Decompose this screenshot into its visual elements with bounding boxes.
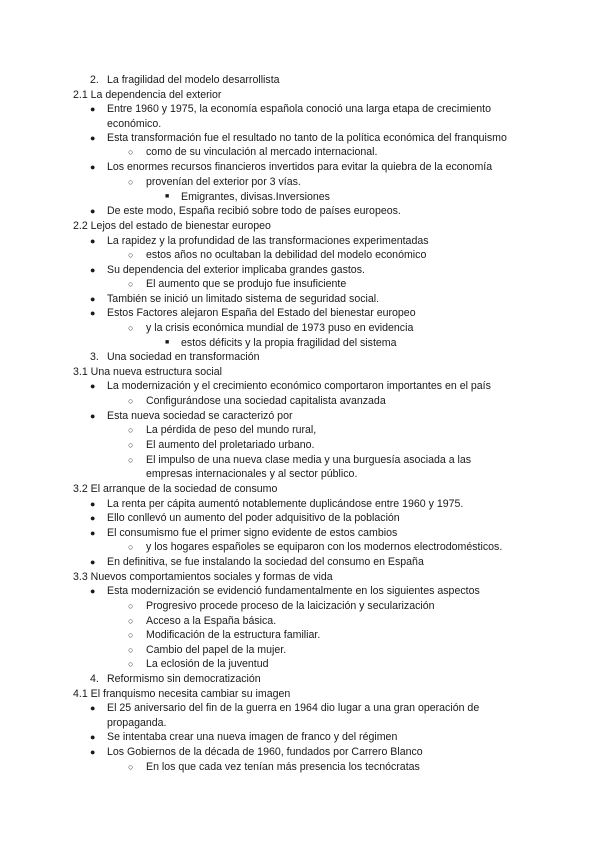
list-marker: ● bbox=[90, 294, 96, 304]
line-text: 4.1 El franquismo necesita cambiar su imagen bbox=[73, 688, 291, 700]
list-marker: 3. bbox=[90, 351, 99, 363]
list-marker: ○ bbox=[128, 396, 134, 406]
list-marker: ○ bbox=[128, 762, 134, 772]
line-text: Acceso a la España básica. bbox=[146, 615, 277, 627]
line-text: El aumento que se produjo fue insuficiente bbox=[146, 278, 347, 290]
line-text: Su dependencia del exterior implicaba grandes gastos. bbox=[107, 264, 365, 276]
line-text: En los que cada vez tenían más presencia los tecnócratas bbox=[146, 761, 420, 773]
line-text: El 25 aniversario del fin de la guerra en 1964 dio lugar a una gran operación de bbox=[107, 702, 480, 714]
list-marker: ■ bbox=[165, 339, 170, 346]
list-marker: ● bbox=[90, 265, 96, 275]
list-marker: ○ bbox=[128, 279, 134, 289]
list-marker: ● bbox=[90, 104, 96, 114]
list-marker: ● bbox=[90, 308, 96, 318]
line-text: Progresivo procede proceso de la laicización y secularización bbox=[146, 600, 435, 612]
list-marker: ○ bbox=[128, 616, 134, 626]
list-marker: ● bbox=[90, 586, 96, 596]
list-marker: ○ bbox=[128, 425, 134, 435]
list-marker: ● bbox=[90, 513, 96, 523]
list-marker: ○ bbox=[128, 440, 134, 450]
list-marker: ● bbox=[90, 703, 96, 713]
line-text: El consumismo fue el primer signo evidente de estos cambios bbox=[107, 527, 398, 539]
list-marker: 4. bbox=[90, 673, 99, 685]
line-text: Estos Factores alejaron España del Estado del bienestar europeo bbox=[107, 307, 416, 319]
line-text: y la crisis económica mundial de 1973 puso en evidencia bbox=[146, 322, 414, 334]
line-text: De este modo, España recibió sobre todo de países europeos. bbox=[107, 205, 401, 217]
line-text: La modernización y el crecimiento económico comportaron importantes en el país bbox=[107, 380, 491, 392]
list-marker: ○ bbox=[128, 250, 134, 260]
line-text: Emigrantes, divisas.Inversiones bbox=[181, 191, 330, 203]
line-text: Modificación de la estructura familiar. bbox=[146, 629, 321, 641]
list-marker: ● bbox=[90, 732, 96, 742]
list-marker: ○ bbox=[128, 630, 134, 640]
line-text: La renta per cápita aumentó notablemente duplicándose entre 1960 y 1975. bbox=[107, 498, 464, 510]
list-marker: ● bbox=[90, 133, 96, 143]
line-text: como de su vinculación al mercado internacional. bbox=[146, 146, 378, 158]
list-marker: ○ bbox=[128, 455, 134, 465]
list-marker: ● bbox=[90, 747, 96, 757]
list-marker: ● bbox=[90, 206, 96, 216]
list-marker: ● bbox=[90, 236, 96, 246]
list-marker: ● bbox=[90, 528, 96, 538]
list-marker: ○ bbox=[128, 147, 134, 157]
line-text: Configurándose una sociedad capitalista avanzada bbox=[146, 395, 386, 407]
list-marker: ● bbox=[90, 411, 96, 421]
line-text: 2.1 La dependencia del exterior bbox=[73, 89, 222, 101]
line-text: Reformismo sin democratización bbox=[107, 673, 261, 685]
list-marker: 2. bbox=[90, 74, 99, 86]
line-text: Los Gobiernos de la década de 1960, fundados por Carrero Blanco bbox=[107, 746, 423, 758]
list-marker: ■ bbox=[165, 193, 170, 200]
line-text: Se intentaba crear una nueva imagen de franco y del régimen bbox=[107, 731, 398, 743]
line-text: Ello conllevó un aumento del poder adquisitivo de la población bbox=[107, 512, 400, 524]
list-marker: ● bbox=[90, 499, 96, 509]
line-text: estos déficits y la propia fragilidad del sistema bbox=[181, 337, 397, 349]
list-marker: ○ bbox=[128, 542, 134, 552]
line-text: 3.2 El arranque de la sociedad de consumo bbox=[73, 483, 278, 495]
line-text: 2.2 Lejos del estado de bienestar europeo bbox=[73, 220, 271, 232]
line-text: Esta nueva sociedad se caracterizó por bbox=[107, 410, 293, 422]
list-marker: ○ bbox=[128, 323, 134, 333]
list-marker: ○ bbox=[128, 659, 134, 669]
list-marker: ○ bbox=[128, 645, 134, 655]
line-text: Una sociedad en transformación bbox=[107, 351, 260, 363]
line-text: El aumento del proletariado urbano. bbox=[146, 439, 315, 451]
line-text: económico. bbox=[107, 118, 162, 130]
line-text: Los enormes recursos financieros invertidos para evitar la quiebra de la economía bbox=[107, 161, 493, 173]
line-text: También se inició un limitado sistema de seguridad social. bbox=[107, 293, 380, 305]
list-marker: ● bbox=[90, 381, 96, 391]
line-text: empresas internacionales y al sector público. bbox=[146, 468, 358, 480]
line-text: propaganda. bbox=[107, 717, 167, 729]
line-text: Esta transformación fue el resultado no tanto de la política económica del franquismo bbox=[107, 132, 507, 144]
line-text: La eclosión de la juventud bbox=[146, 658, 269, 670]
line-text: 3.1 Una nueva estructura social bbox=[73, 366, 222, 378]
line-text: En definitiva, se fue instalando la sociedad del consumo en España bbox=[107, 556, 424, 568]
list-marker: ○ bbox=[128, 177, 134, 187]
list-marker: ● bbox=[90, 557, 96, 567]
list-marker: ○ bbox=[128, 601, 134, 611]
line-text: Entre 1960 y 1975, la economía española conoció una larga etapa de crecimiento bbox=[107, 103, 491, 115]
line-text: 3.3 Nuevos comportamientos sociales y formas de vida bbox=[73, 571, 333, 583]
line-text: Cambio del papel de la mujer. bbox=[146, 644, 287, 656]
line-text: El impulso de una nueva clase media y una burguesía asociada a las bbox=[146, 454, 472, 466]
line-text: estos años no ocultaban la debilidad del modelo económico bbox=[146, 249, 427, 261]
line-text: Esta modernización se evidenció fundamentalmente en los siguientes aspectos bbox=[107, 585, 480, 597]
line-text: y los hogares españoles se equiparon con los modernos electrodomésticos. bbox=[146, 541, 503, 553]
line-text: La rapidez y la profundidad de las transformaciones experimentadas bbox=[107, 235, 429, 247]
line-text: La fragilidad del modelo desarrollista bbox=[107, 74, 280, 86]
line-text: provenían del exterior por 3 vías. bbox=[146, 176, 301, 188]
list-marker: ● bbox=[90, 162, 96, 172]
line-text: La pérdida de peso del mundo rural, bbox=[146, 424, 317, 436]
